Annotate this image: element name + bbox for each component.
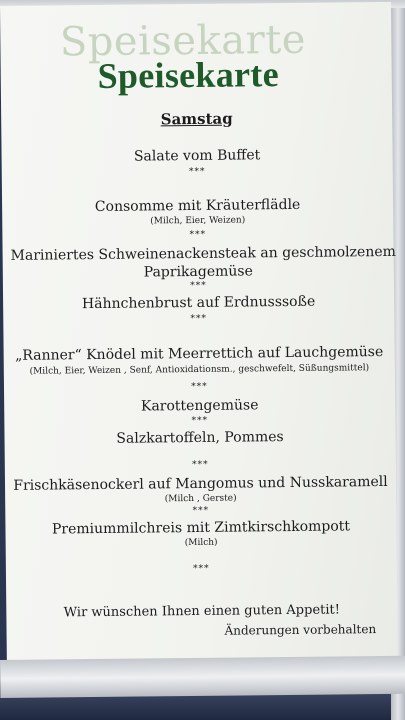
- separator: ***: [191, 415, 209, 427]
- menu-item-carrots: Karottengemüse: [140, 397, 259, 415]
- poster-frame-bottom: [0, 656, 405, 698]
- closing-message: Wir wünschen Ihnen einen guten Appetit!: [63, 602, 341, 621]
- allergen-note: (Milch, Eier, Weizen , Senf, Antioxidationsm., geschwefelt, Süßungsmittel): [29, 363, 370, 377]
- separator: ***: [188, 166, 206, 178]
- separator: ***: [192, 459, 209, 471]
- separator: ***: [193, 563, 210, 575]
- menu-item-dessert-cheese: Frischkäsenockerl auf Mangomus und Nusskaramell: [13, 473, 388, 494]
- menu-item-dumpling: „Ranner“ Knödel mit Meerrettich auf Lauchgemüse: [15, 344, 384, 364]
- menu-sheet: [0, 2, 398, 666]
- separator: ***: [190, 313, 208, 325]
- separator: ***: [189, 229, 207, 241]
- disclaimer-text: Änderungen vorbehalten: [224, 622, 377, 638]
- menu-item-potatoes: Salzkartoffeln, Pommes: [116, 429, 284, 447]
- menu-item-steak-line2: Paprikagemüse: [143, 263, 253, 281]
- allergen-note: (Milch): [184, 537, 218, 549]
- separator: ***: [190, 280, 207, 292]
- menu-item-consomme: Consomme mit Kräuterflädle: [94, 196, 301, 216]
- allergen-note: (Milch, Eier, Weizen): [150, 215, 246, 227]
- allergen-note: (Milch , Gerste): [164, 493, 237, 505]
- separator: ***: [191, 381, 208, 393]
- day-heading: Samstag: [160, 109, 233, 129]
- menu-item-salad: Salate vom Buffet: [133, 147, 261, 165]
- menu-item-chicken: Hähnchenbrust auf Erdnusssoße: [81, 293, 316, 313]
- menu-item-steak: Mariniertes Schweinenackensteak an geschmolzenem: [10, 243, 396, 264]
- separator: ***: [192, 505, 210, 517]
- menu-content: [0, 2, 398, 666]
- menu-item-rice-pudding: Premiummilchreis mit Zimtkirschkompott: [51, 518, 351, 538]
- watermark-title: Speisekarte: [59, 16, 307, 66]
- page-title: Speisekarte: [97, 54, 280, 96]
